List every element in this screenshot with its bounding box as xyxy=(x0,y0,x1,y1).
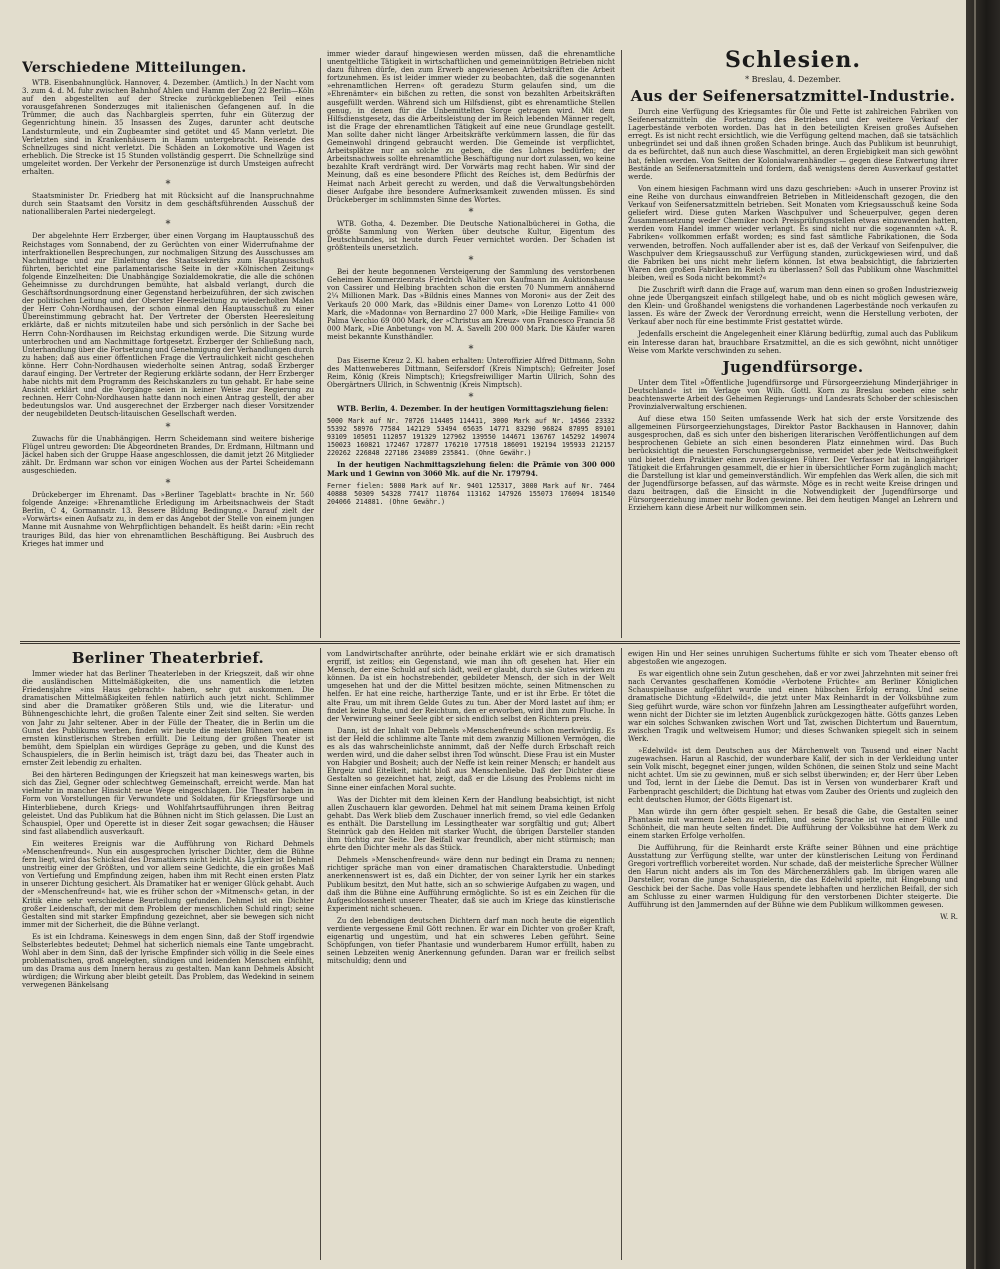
article-ehrenamt-cont: immer wieder darauf hingewiesen werden müssen, daß die ehrenamtliche unentgeltliche Tätigkeit in wirtschaftlichen und gemeinnützigen Betrieben nicht dazu führen dürfe, den zum Erwerb angewiesenen Arbeitskräften die Arbeit fortzunehmen. Es ist leider immer wieder zu beobachten, daß die sogenannten »ehrenamtlichen Herren« oft geradezu Sturm gelaufen sind, um die »Ehrenämter« ein bißchen zu retten, die sonst von bezahlten Arbeitskräften ausgefüllt werden. Während sich um Hilfsdienst, gibt es ehrenamtliche Stellen genug, in denen für die Unbemittelten Sorge getragen wird. Mit dem Hilfsdienstgesetz, das die Arbeitsleistung der im Reich lebenden Männer regelt, ist die Frage der ehrenamtlichen Tätigkeit auf eine neue Grundlage gestellt. Man sollte daher nicht länger Arbeitskräfte verkümmern lassen, die für das Gemeinwohl dringend gebraucht werden. Die Gemeinde ist verpflichtet, Arbeitsplätze nur an solche zu geben, die des Lohnes bedürfen; der Arbeitsnachweis sollte ehrenamtliche Beschäftigung nur dort zulassen, wo keine bezahlte Kraft verdrängt wird. Der Vorwärts mag recht haben. Wir sind der Meinung, daß es eine besondere Pflicht des Reiches ist, dem Bedürfnis der Heimat nach Arbeit gerecht zu werden, und daß die Verwaltungsbehörden dieser Aufgabe ihre besondere Aufmerksamkeit zuwenden müssen. Es sind Drückeberger im schlimmsten Sinne des Wortes. xyxy=(327,50,615,204)
article-eisernes-kreuz: Das Eiserne Kreuz 2. Kl. haben erhalten: Unteroffizier Alfred Dittmann, Sohn des Mattenweberes Dittmann, Seifersdorf (Kreis Nimptsch); Gefreiter Josef Reim, König (Kreis Nimptsch); Kriegsfreiwilliger Martin Ullrich, Sohn des Obergärtners Ullrich, in Schwentnig (Kreis Nimptsch). xyxy=(327,357,615,390)
article-unabhaengige: Zuwachs für die Unabhängigen. Herrn Scheidemann sind weitere bisherige Flügel untreu geworden: Die Abgeordneten Brandes, Dr. Erdmann, Hiltmann und Jäckel haben sich der Gruppe Haase angeschlossen, die damit jetzt 26 Mitglieder zählt. Dr. Erdmann war schon vor einigen Wochen aus der Partei Scheidemann ausgeschieden. xyxy=(22,434,314,475)
article-theater-2: Bei den härteren Bedingungen der Kriegszeit hat man keineswegs warten, bis sich das Ziel, Gegner oder schlechtweg Gemeinschaft, erreicht werde. Man hat vielmehr in mancher Hinsicht neue Wege eingeschlagen. Die Theater haben in Form von Vorstellungen für Verwundete und Soldaten, für Kriegsfürsorge und Hinterbliebene, durch Kriegs- und Wohlfahrtsaufführungen ihren Beitrag geleistet. Und das Publikum hat die Bühnen nicht im Stich gelassen. Die Lust an Schauspiel, Oper und Operette ist in dieser Zeit sogar gewachsen; die Häuser sind fast allabendlich ausverkauft. xyxy=(22,771,314,836)
dateline-breslau: * Breslau, 4. Dezember. xyxy=(745,75,841,84)
article-gotha: WTB. Gotha, 4. Dezember. Die Deutsche Nationalbücherei in Gotha, die größte Sammlung von Werken über deutsche Kultur, Eigentum des Deutschbundes, ist heute durch Feuer vernichtet worden. Der Schaden ist größtenteils unersetzlich. xyxy=(327,219,615,253)
separator-star: * xyxy=(165,478,171,490)
article-theater-8: Dehmels »Menschenfreund« wäre denn nur bedingt ein Drama zu nennen; richtiger spräche man von einer dramatischen Charakterstudie. Unbedingt anerkennenswert ist es, daß ein Dichter, der von seiner Lyrik her ein starkes Publikum besitzt, den Mut hatte, sich an so schwierige Aufgaben zu wagen, und daß ihm die Bühne eine Aufführung ermöglichte. So ist es ein Zeichen für die Aufgeschlossenheit unserer Theater, daß sie auch im Kriege das künstlerische Experiment nicht scheuen. xyxy=(327,856,615,913)
column-verschiedene xyxy=(22,60,314,635)
article-eisenbahnunglueck: WTB. Eisenbahnunglück. Hannover, 4. Dezember. (Amtlich.) In der Nacht vom 3. zum 4. d. M. fuhr zwischen Bahnhof Ahlen und Hamm der Zug 22 Berlin—Köln auf den abgestellten auf der Strecke zurückgebliebenen Teil eines vorausgefahrenen Sonderzuges mit italienischen Gefangenen auf. In die Trümmer, die auch das Nachbargleis sperrten, fuhr ein Güterzug der Gegenrichtung hinein. 35 Insassen des Zuges, darunter acht deutsche Landsturmleute, und ein Zugbeamter sind getötet und 45 Mann verletzt. Die Verletzten sind in Krankenhäusern in Hamm untergebracht. Reisende des Schnellzuges sind nicht verletzt. Die Schäden an Lokomotive und Wagen ist erheblich. Die Strecke ist 15 Stunden vollständig gesperrt. Die Schnellzüge sind umgeleitet worden. Der Verkehr der Personenzüge ist durch Umsteigen aufrecht erhalten. xyxy=(22,79,314,177)
article-versteigerung: Bei der heute begonnenen Versteigerung der Sammlung des verstorbenen Geheimen Kommerzienrats Friedrich Walter von Kaufmann im Auktionshause von Cassirer und Helbing brachten schon die ersten 70 Nummern annähernd 2¼ Millionen Mark. Das »Bildnis eines Mannes von Moroni« aus der Zeit des Verkaufs 20 000 Mark, das »Bildnis einer Dame« von Lorenzo Lotto 41 000 Mark, die »Madonna« von Bernardino 27 000 Mark, »Die Heilige Familie« von Palma Vecchio 69 000 Mark, der »Christus am Kreuz« von Francesco Francia 58 000 Mark, »Die Anbetung« von M. A. Savelli 200 000 Mark. Die Käufer waren meist bekannte Kunsthändler. xyxy=(327,268,615,341)
column-theater-middle xyxy=(327,650,615,1260)
article-jugendfuersorge-2: Auf diese etwa 150 Seiten umfassende Werk hat sich der erste Vorsitzende des allgemeinen Fürsorgeerziehungstages, Direktor Pastor Backhausen in Hannover, dahin ausgesprochen, daß es sich unter den bisherigen literarischen Veröffentlichungen auf dem besprochenen Gebiete an sich einen besonderen Platz einnehmen wird. Das Buch berücksichtigt die neuesten Forschungsergebnisse, vermeidet aber jede Weitschweifigkeit und bietet dem Praktiker einen zuverlässigen Führer. Der Verfasser hat in langjähriger Tätigkeit die Erfahrungen gesammelt, die er hier in übersichtlicher Form zugänglich macht; die Darstellung ist klar und gemeinverständlich. Wir empfehlen das Werk allen, die sich mit der Jugendfürsorge befassen, auf das wärmste. Möge es in recht weite Kreise dringen und dazu beitragen, daß die Einsicht in die Notwendigkeit der Jugendfürsorge und Fürsorgeerziehung immer mehr Boden gewinne. Bei dem heutigen Mangel an Lehrern und Erziehern kann diese Arbeit nur willkommen sein. xyxy=(628,415,958,513)
article-seifenersatz-3: Die Zuschrift wirft dann die Frage auf, warum man denn einen so großen Industriezweig ohne jede Übergangszeit einfach stillgelegt habe, und ob es nicht möglich gewesen wäre, den Klein- und Großhandel wenigstens die vorhandenen Lagerbestände noch verkaufen zu lassen. Es wäre der Zweck der Verordnung erreicht, wenn die Herstellung verboten, der Verkauf aber noch für eine bestimmte Frist gestattet würde. xyxy=(628,285,958,327)
heading-schlesien: Schlesien. xyxy=(724,48,862,73)
section-divider xyxy=(20,641,960,642)
heading-seifenersatz: Aus der Seifenersatzmittel-Industrie. xyxy=(630,87,956,105)
article-drueckeberger: Drückeberger im Ehrenamt. Das »Berliner Tageblatt« brachte in Nr. 560 folgende Anzeige: »Ehrenamtliche Erledigung im Arbeitsnachweis der Stadt Berlin, C 4, Gormannstr. 13. Bessere Bildung Bedingung.« Darauf zielt der »Vorwärts« einen Aufsatz zu, in dem er das Angebot der Stelle von einem jungen Manne mit Ausnahme von Wehrpflichtigen behandelt. Es heißt darin: »Ein recht trauriges Bild, das hier von ehrenamtlichen Beschäftigung. Bei Ausbruch des Krieges hat immer und xyxy=(22,491,314,548)
lottery-morning-numbers: 5000 Mark auf Nr. 70726 114405 114411, 3000 Mark auf Nr. 14566 23332 55392 58976 77584 142129 53494 65635 14771 83290 96824 87095 89101 93109 105051 112057 191329 127962 139550 144671 136767 145292 149074 150023 160821 172467 172877 176210 177518 186091 192194 195933 212157 220262 226848 227186 234089 235841. (Ohne Gewähr.) xyxy=(327,417,615,458)
column-rule xyxy=(621,50,622,638)
article-jugendfuersorge-1: Unter dem Titel »Öffentliche Jugendfürsorge und Fürsorgeerziehung Minderjähriger in Deutschland« ist im Verlage von Wilh. Gottl. Korn zu Breslau soeben eine sehr beachtenswerte Arbeit des Geheimen Regierungs- und Landesrats Schober der schlesischen Provinzialverwaltung erschienen. xyxy=(628,378,958,411)
article-theater-3: Ein weiteres Ereignis war die Aufführung von Richard Dehmels »Menschenfreund«. Nun ein ausgesprochen lyrischer Dichter, dem die Bühne fern liegt, wird das Schicksal des Dramatikers nicht leicht. Als Lyriker ist Dehmel unstreitig einer der Größten, und vor allem seine Gedichte, die ein großes Maß von Vertiefung und Empfindung zeigen, haben ihm mit Recht einen ersten Platz in unserer Dichtung gesichert. Als Dramatiker hat er weniger Glück gehabt. Auch der »Menschenfreund« hat, wie es früher schon der »Mitmensch« getan, in der Kritik eine sehr verschiedene Beurteilung gefunden. Dehmel ist ein Dichter großer Leidenschaft, der mit dem Problem der menschlichen Schuld ringt; seine Gestalten sind mit starker Empfindung gezeichnet, aber sie bewegen sich nicht immer mit der Sicherheit, die die Bühne verlangt. xyxy=(22,839,314,929)
lottery-afternoon-prize: In der heutigen Nachmittagsziehung fielen: die Prämie von 300 000 Mark und 1 Gewinn von 3060 Mk. auf die Nr. 179794. xyxy=(327,460,615,478)
article-theater-14: Die Aufführung, für die Reinhardt erste Kräfte seiner Bühnen und eine prächtige Ausstattung zur Verfügung stellte, war unter der künstlerischen Leitung von Ferdinand Gregori vortrefflich vorbereitet worden. Nur schade, daß der meisterliche Sprecher Wüllner den Harun nicht anders als im Ton des Märchenerzählers gab. Im übrigen waren alle Darsteller, voran die junge Schauspielerin, die das Edelwild spielte, mit Hingebung und Geschick bei der Sache. Das volle Haus spendete lebhaften und herzlichen Beifall, der sich am Schlusse zu einer warmen Huldigung für den verstorbenen Dichter steigerte. Die Aufführung ist den Jammernden auf der Bühne wie dem Publikum willkommen gewesen. xyxy=(628,844,958,909)
lottery-morning-lead: WTB. Berlin, 4. Dezember. In der heutigen Vormittagsziehung fielen: xyxy=(337,404,609,414)
column-rule xyxy=(320,648,321,1260)
article-theater-11: Es war eigentlich ohne sein Zutun geschehen, daß er vor zwei Jahrzehnten mit seiner frei nach Cervantes geschaffenen Komödie »Verbotene Früchte« am Berliner Königlichen Schauspielhause aufgeführt wurde und einen hübschen Erfolg errang. Und seine dramatische Dichtung »Edelwild«, die jetzt unter Max Reinhardt in der Volksbühne zum Sieg geführt wurde, wäre schon vor fünfzehn Jahren am Lessingtheater aufgeführt worden, wenn nicht der Dichter sie im letzten Augenblick zurückgezogen hätte. Götts ganzes Leben war ein solches Schwanken zwischen Wort und Tat, zwischen Dichtertum und Bauerntum, zwischen Tragik und weltweisem Humor; und dieses Schwanken spiegelt sich in seinem Werk. xyxy=(628,670,958,743)
heading-jugendfuersorge: Jugendfürsorge. xyxy=(722,357,864,376)
column-theater-right xyxy=(628,650,958,1260)
heading-verschiedene: Verschiedene Mitteilungen. xyxy=(22,60,247,76)
separator-star: * xyxy=(468,392,474,404)
separator-star: * xyxy=(165,179,171,191)
author-signature: W. R. xyxy=(940,912,958,921)
separator-star: * xyxy=(165,421,171,433)
article-erzberger: Der abgelehnte Herr Erzberger, über einen Vorgang im Hauptausschuß des Reichstages vom Sonnabend, der zu Gerüchten von einer Widerrufnahme der interfraktionellen Besprechungen, zur nochmaligen Sitzung des Ausschusses am Nachmittage und zur Einleitung des Staatssekretärs zum Hauptausschuß führten, berichtet eine parlamentarische Seite in der »Kölnischen Zeitung« folgende Einzelheiten: Die Unabhängige Sozialdemokratie, die alle die schönen Geheimnisse zu durchdrungen bemühte, hat alsbald verlangt, durch die Geschäftsordnungsordnung einer Gegenstand herbeizuführen, der sich zwischen der politischen Leitung und der Oberster Heeresleitung zu wiederholten Malen der Herr Cohn-Nordhausen, der schon einmal den Hauptausschuß zu einer Übereinstimmung gebracht hat. Der Vertreter der Obersten Heeresleitung erklärte, daß er nichts mitzuteilen habe und sich persönlich in der Sache bei Herrn Cohn-Nordhausen im Reichstag erkundigen werde. Die Sitzung wurde unterbrochen und am Nachmittage fortgesetzt. Erzberger der Schließung nach, Unterhandlung über die Fortsetzung und Genehmigung der Verhandlungen durch zu haben; daß aus einer öffentlichen Frage die Vertraulichkeit nicht geschehen könne. Herr Cohn-Nordhausen wiederholte seinen Antrag, sodaß Erzberger darauf einging. Der Vertreter der Regierung erklärte sodann, der Herr Erzberger habe nichts mit dem Programm des Reichskanzlers zu tun gehabt. Er habe seine Ansicht erklärt und die Vorgänge seien in keiner Weise zur Regierung zu rechnen. Herr Cohn-Nordhausen hatte dann noch einen Antrag gestellt, der aber bedeutungslos war. Und ausgerechnet der Erzberger nach dieser Vorsitzender der neugebildeten Deutsch-litauischen Gesellschaft werden. xyxy=(22,232,314,419)
separator-star: * xyxy=(468,255,474,267)
article-seifenersatz-1: Durch eine Verfügung des Kriegsamtes für Öle und Fette ist zahlreichen Fabriken von Seifenersatzmitteln die Fortsetzung des Betriebes und der weitere Verkauf der Lagerbestände verboten worden. Das hat in den beteiligten Kreisen großes Aufsehen erregt. Es ist nicht recht ersichtlich, wie die Verfügung geltend machen, daß sie tatsächlich unbegründet sei und daß ihnen großen Schaden bringe. Auch das Publikum ist beunruhigt, da es befürchtet, daß nun auch diese Waschmittel, an deren Ergiebigkeit man sich gewöhnt hat, fehlen werden. Von Seiten der Kolonialwarenhändler — gegen diese Entwertung ihrer Bestände an Seifenersatzmitteln und fordern, daß wenigstens deren Ausverkauf gestattet werde. xyxy=(628,108,958,181)
article-theater-13: Man würde ihn gern öfter gespielt sehen. Er besaß die Gabe, die Gestalten seiner Phantasie mit warmem Leben zu erfüllen, und seine Sprache ist von einer Fülle und Schönheit, die man heute selten findet. Die Aufführung der Volksbühne hat dem Werk zu einem starken Erfolge verholfen. xyxy=(628,807,958,840)
column-schlesien xyxy=(628,48,958,638)
separator-star: * xyxy=(468,206,474,218)
article-seifenersatz-2: Von einem hiesigen Fachmann wird uns dazu geschrieben: »Auch in unserer Provinz ist eine Reihe von durchaus einwandfreien Betrieben in Mitleidenschaft gezogen, die den Verkauf von Seifenersatzmitteln betrieben. Seit Monaten vom Kriegsausschuß keine Soda geliefert wird. Diese guten Marken Waschpulver und Scheuerpulver, gegen deren Zusammensetzung weder Chemiker noch Preisprüfungsstellen etwas einzuwenden hatten, werden vom Handel immer wieder verlangt. Es sind nicht nur die sogenannten »A. R. Fabriken« vollkommen erfaßt worden; es sind fast sämtliche Fabrikationen, die Soda verwenden, betroffen. Noch auffallender aber ist es, daß der Verkauf von Seifenpulver, die Waschpulver dem Kriegsausschuß zur Verfügung standen, zurückgewiesen wird, und daß die Fabriken bei uns nicht mehr liefern können. Ist etwa beabsichtigt, die fabrizierten Waren den großen Fabriken im Reich zu überlassen? Soll das Publikum ohne Waschmittel bleiben, weil es Soda nicht bekommt?« xyxy=(628,184,958,282)
section-divider xyxy=(20,643,960,644)
article-theater-5: vom Landwirtschafter anrührte, oder beinahe erklärt wie er sich dramatisch ergriff, ist zeitlos; ein Gegenstand, wie man ihn oft gesehen hat. Hier ein Mensch, der eine Schuld auf sich lädt, weil er glaubt, durch sie Gutes wirken zu können. Da ist ein hochstrebender, gebildeter Mensch, der sich in der Welt umgesehen hat und der die Mittel besitzen möchte, seinen Mitmenschen zu helfen. Er hat eine reiche, hartherzige Tante, und er ist ihr Erbe. Er tötet die alte Frau, um mit ihrem Gelde Gutes zu tun. Aber der Mord lastet auf ihm; er findet keine Ruhe, und der Reichtum, den er erworben, wird ihm zum Fluche. In der Verwirrung seiner Seele gibt er sich endlich selbst den Richtern preis. xyxy=(327,650,615,723)
lottery-afternoon-numbers: Ferner fielen: 5000 Mark auf Nr. 9401 125317, 3000 Mark auf Nr. 7464 40888 50309 54328 77417 110764 113162 147926 155073 176094 181540 204066 214881. (Ohne Gewähr.) xyxy=(327,481,615,506)
column-theaterbrief xyxy=(22,650,314,1260)
article-seifenersatz-4: Jedenfalls erscheint die Angelegenheit einer Klärung bedürftig, zumal auch das Publikum ein Interesse daran hat, brauchbare Ersatzmittel, an die es sich gewöhnt, nicht unnötiger Weise vom Markte verschwinden zu sehen. xyxy=(628,330,958,355)
article-theater-4: Es ist ein Ichdrama. Keineswegs in dem engen Sinn, daß der Stoff irgendwie Selbsterlebtes bedeutet; Dehmel hat sicherlich niemals eine Tante umgebracht. Wohl aber in dem Sinn, daß der lyrische Empfinder sich völlig in die Seele eines problematischen, groß angelegten, sündigen und leidenden Menschen einfühlt, um das Drama aus dem Innern heraus zu gestalten. Man kann Dehmels Absicht würdigen; die Wirkung aber bleibt geteilt. Das Problem, das Wedekind in seinem verwegenen Bänkelsang xyxy=(22,932,314,990)
binding-gutter xyxy=(966,0,1000,1269)
heading-theaterbrief: Berliner Theaterbrief. xyxy=(71,650,265,667)
article-theater-7: Was der Dichter mit dem kleinen Kern der Handlung beabsichtigt, ist nicht allen Zuschauern klar geworden. Dehmel hat mit seinem Drama keinen Erfolg gehabt. Das Werk blieb dem Zuschauer innerlich fremd, so viel edle Gedanken es enthält. Die Darstellung im Lessingtheater war sorgfältig und gut; Albert Steinrück gab den Helden mit starker Wucht, die übrigen Darsteller standen ihm tüchtig zur Seite. Der Beifall war freundlich, aber nicht stürmisch; man ehrte den Dichter mehr als das Stück. xyxy=(327,795,615,853)
article-theater-10: ewigen Hin und Her seines unruhigen Suchertums fühlte er sich vom Theater ebenso oft abgestoßen wie angezogen. xyxy=(628,650,958,667)
separator-star: * xyxy=(165,219,171,231)
article-theater-6: Dann, ist der Inhalt von Dehmels »Menschenfreund« schon merkwürdig. Es ist der Held die schlimme alte Tante mit dem zwanzig Millionen Vermögen, die es als das wahrscheinlichste annimmt, daß der Neffe durch Erbschaft reich werden wird, und die daher selbst ihren Tod wünscht. Diese Frau ist ein Muster von Habgier und Bosheit; auch der Neffe ist kein reiner Mensch; er handelt aus Ehrgeiz und Eitelkeit, nicht bloß aus Menschenliebe. Daß der Dichter diese Gestalten so gezeichnet hat, zeigt, daß er die Lösung des Problems nicht im Sinne einer einfachen Moral suchte. xyxy=(327,726,615,792)
article-theater-12: »Edelwild« ist dem Deutschen aus der Märchenwelt von Tausend und einer Nacht zugewachsen. Harun al Raschid, der wunderbare Kalif, der sich in der Verkleidung unter sein Volk mischt, begegnet einer jungen, wilden Schönen, die seinen Stolz und seine Macht nicht achtet. Um sie zu gewinnen, muß er sich selbst überwinden; er, der Herr über Leben und Tod, lernt in der Liebe die Demut. Das ist in Versen von wunderbarer Kraft und Farbenpracht geschildert; die Dichtung hat etwas vom Zauber des Orients und zugleich den echt deutschen Humor, der Götts Eigenart ist. xyxy=(628,747,958,804)
column-middle-upper xyxy=(327,50,615,638)
separator-star: * xyxy=(468,344,474,355)
article-theater-9: Zu den lebendigen deutschen Dichtern darf man noch heute die eigentlich verdiente vergessene Emil Gött rechnen. Er war ein Dichter von großer Kraft, eigenartig und ungestüm, und hat ein schweres Leben geführt. Seine Schöpfungen, von tiefer Phantasie und wunderbarem Humor erfüllt, haben zu seinen Lebzeiten wenig Anerkennung gefunden. Daran war er freilich selbst mitschuldig; denn und xyxy=(327,916,615,966)
article-theater-1: Immer wieder hat das Berliner Theaterleben in der Kriegszeit, daß wir ohne die ausländischen Mittelmäßigkeiten, die uns namentlich die letzten Friedensjahre »ins Haus gebracht« haben, sehr gut auskommen. Die dramatischen Mittelmäßigkeiten fehlen natürlich auch jetzt nicht. Schlimmer sind aber die Dramatiker größeren Stils und, wie die Literatur- und Bühnengeschichte lehrt, die großen Talente einer Zeit sind selten. Sie werden von Jahr zu Jahr seltener. Aber in der Fülle der Theater, die in Berlin um die Gunst des Publikums werben, finden wir heute die meisten Bühnen von einem ernsten künstlerischen Streben erfüllt. Die Leitung der großen Theater ist bemüht, dem Spielplan ein würdiges Gepräge zu geben, und die Kunst des Schauspielers, die in Berlin heimisch ist, trägt dazu bei, das Theater auch in ernster Zeit lebendig zu erhalten. xyxy=(22,670,314,768)
column-rule xyxy=(320,58,321,638)
article-friedberg: Staatsminister Dr. Friedberg hat mit Rücksicht auf die Inanspruchnahme durch sein Staatsamt den Vorsitz in dem geschäftsführenden Ausschuß der nationalliberalen Partei niedergelegt. xyxy=(22,192,314,217)
column-rule xyxy=(621,648,622,1260)
